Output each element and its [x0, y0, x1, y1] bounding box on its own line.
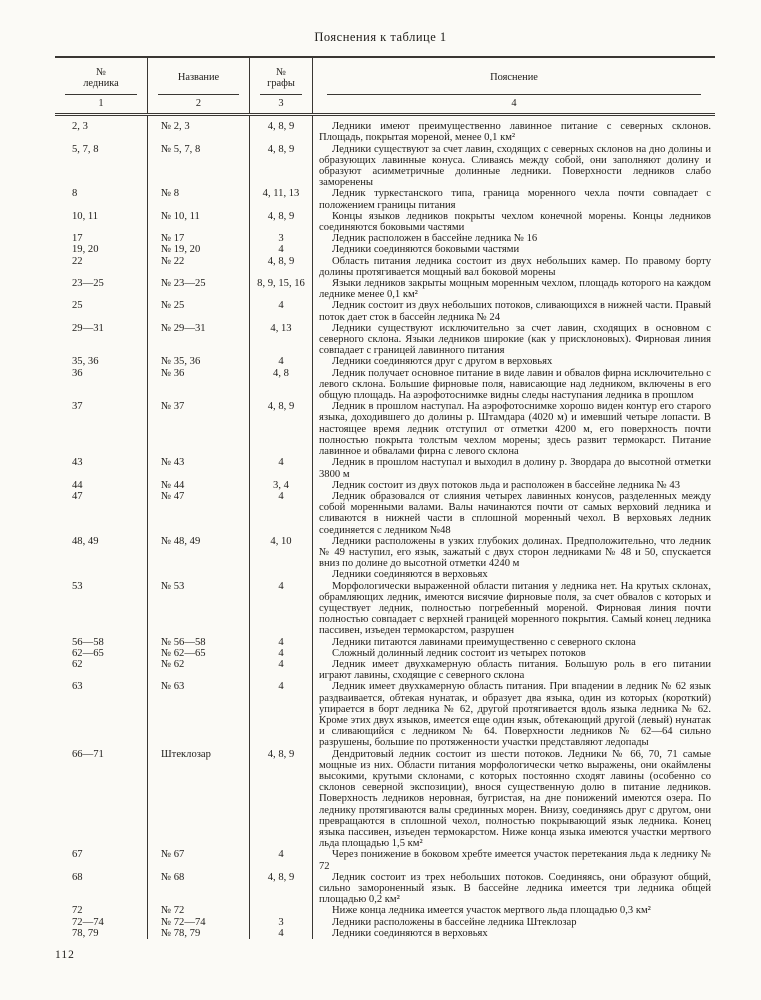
glacier-name-cell: № 23—25 — [148, 278, 250, 300]
explanation-paragraph: Ледник имеет двухкамерную область питания. Большую роль в его питании играют лавины, сходящие с северного склона — [319, 658, 711, 682]
glacier-number-cell: 19, 20 — [55, 244, 148, 255]
glacier-number-cell: 37 — [55, 401, 148, 457]
table-row — [55, 917, 715, 928]
explanation-paragraph: Ледник состоит из двух небольших потоков, сливающихся в нижней части. Правый поток дает сток в бассейн ледника № 24 — [319, 300, 711, 323]
grafy-cell: 4, 8, 9 — [250, 116, 313, 143]
glacier-name-cell: № 17 — [148, 233, 250, 244]
glacier-number-cell: 62 — [55, 659, 148, 681]
explanation-paragraph: Ледники соединяются друг с другом в верховьях — [332, 356, 553, 368]
table-row — [55, 211, 715, 233]
explanation-cell — [313, 917, 715, 928]
grafy-cell: 4, 8 — [250, 368, 313, 402]
explanation-cell — [313, 116, 715, 143]
grafy-cell: 4 — [250, 648, 313, 659]
glacier-number-cell: 48, 49 — [55, 536, 148, 581]
grafy-cell: 4 — [250, 300, 313, 322]
glacier-number-cell: 25 — [55, 300, 148, 322]
header-grafy — [250, 58, 313, 94]
explanation-cell — [313, 211, 715, 233]
glacier-name-cell: № 62—65 — [148, 648, 250, 659]
table-row — [55, 188, 715, 210]
explanation-cell — [313, 356, 715, 367]
grafy-cell: 4 — [250, 928, 313, 939]
glacier-number-cell: 67 — [55, 849, 148, 871]
glacier-name-cell: № 10, 11 — [148, 211, 250, 233]
glacier-name-cell: № 67 — [148, 849, 250, 871]
header-glacier-number — [55, 58, 148, 94]
glacier-name-cell: № 35, 36 — [148, 356, 250, 367]
column-number-4: 4 — [327, 94, 701, 113]
explanation-paragraph: Концы языков ледников покрыты чехлом конечной морены. Концы ледников соединяются боковыми частями — [319, 210, 711, 234]
explanation-paragraph: Ледники соединяются в верховьях — [332, 569, 488, 581]
glacier-name-cell: Штеклозар — [148, 749, 250, 850]
glacier-number-cell: 56—58 — [55, 637, 148, 648]
glacier-number-cell: 72—74 — [55, 917, 148, 928]
explanation-cell — [313, 144, 715, 189]
grafy-cell: 4, 8, 9 — [250, 211, 313, 233]
table-row — [55, 749, 715, 850]
table-row — [55, 300, 715, 322]
glacier-number-cell: 43 — [55, 457, 148, 479]
glacier-name-cell: № 37 — [148, 401, 250, 457]
explanation-cell — [313, 368, 715, 402]
explanation-paragraph: Ледники соединяются в верховьях — [332, 927, 488, 939]
explanation-cell — [313, 681, 715, 748]
table-row — [55, 480, 715, 491]
explanation-cell — [313, 648, 715, 659]
table-row — [55, 681, 715, 748]
explanation-paragraph: Ледники имеют преимущественно лавинное питание с северных склонов. Площадь, покрытая мореной, менее 0,1 км² — [319, 121, 711, 144]
glacier-number-cell: 10, 11 — [55, 211, 148, 233]
grafy-cell: 8, 9, 15, 16 — [250, 278, 313, 300]
table-row — [55, 637, 715, 648]
glacier-number-cell: 53 — [55, 581, 148, 637]
grafy-cell: 4, 8, 9 — [250, 256, 313, 278]
header-explanation — [313, 58, 715, 94]
grafy-cell: 4, 13 — [250, 323, 313, 357]
explanation-cell — [313, 928, 715, 939]
grafy-cell: 4, 8, 9 — [250, 144, 313, 189]
glacier-number-cell: 63 — [55, 681, 148, 748]
table-row — [55, 457, 715, 479]
glacier-name-cell: № 48, 49 — [148, 536, 250, 581]
glacier-name-cell: № 29—31 — [148, 323, 250, 357]
glacier-name-cell: № 47 — [148, 491, 250, 536]
explanation-cell — [313, 905, 715, 916]
glacier-number-cell: 8 — [55, 188, 148, 210]
glacier-name-cell: № 72 — [148, 905, 250, 916]
explanation-paragraph: Ледник в прошлом наступал. На аэрофотоснимке хорошо виден контур его старого языка, доходившего до долины р. Штамдара (4020 м) и имевший четыре лопасти. В настоящее время ледник отступил от отметки 4200 м, его поверхность почти полностью покрыта толстым чехлом морены; здесь развит термокарст. Питание лавинное и обвалами фирна с левого склона — [319, 401, 711, 458]
grafy-cell: 4 — [250, 659, 313, 681]
explanation-cell — [313, 323, 715, 357]
glacier-name-cell: № 62 — [148, 659, 250, 681]
glacier-number-cell: 2, 3 — [55, 116, 148, 143]
table-row — [55, 256, 715, 278]
header-name — [148, 58, 250, 94]
explanation-paragraph: Сложный долинный ледник состоит из четырех потоков — [332, 647, 586, 659]
explanation-cell — [313, 536, 715, 581]
table-row — [55, 116, 715, 143]
grafy-cell: 3 — [250, 233, 313, 244]
explanation-paragraph: Ледники расположены в бассейне ледника Штеклозар — [332, 916, 577, 928]
glacier-name-cell: № 2, 3 — [148, 116, 250, 143]
column-number-3: 3 — [260, 94, 302, 113]
glacier-number-cell: 66—71 — [55, 749, 148, 850]
explanation-paragraph: Ледники соединяются боковыми частями — [332, 244, 520, 256]
column-number-1: 1 — [65, 94, 137, 113]
explanation-paragraph: Ниже конца ледника имеется участок мертвого льда площадью 0,3 км² — [332, 905, 651, 917]
explanation-paragraph: Ледник туркестанского типа, граница моренного чехла почти совпадает с положением границы питания — [319, 188, 711, 211]
explanation-cell — [313, 659, 715, 681]
glacier-number-cell: 62—65 — [55, 648, 148, 659]
grafy-cell — [250, 905, 313, 916]
explanation-cell — [313, 233, 715, 244]
glacier-number-cell: 36 — [55, 368, 148, 402]
glacier-name-cell: № 53 — [148, 581, 250, 637]
grafy-cell: 4 — [250, 457, 313, 479]
table-body — [55, 116, 715, 939]
explanation-paragraph: Ледники расположены в узких глубоких долинах. Предположительно, что ледник № 49 наступил, его язык, зажатый с двух сторон ледниками № 48 и 50, спускается вниз по долине до высотной отметки 4240 м — [319, 535, 711, 570]
glacier-name-cell: № 36 — [148, 368, 250, 402]
table-row — [55, 278, 715, 300]
glacier-number-cell: 68 — [55, 872, 148, 906]
header-name-label: Название — [177, 72, 220, 84]
explanation-cell — [313, 401, 715, 457]
header-explanation-label: Пояснение — [490, 72, 538, 84]
explanation-cell — [313, 872, 715, 906]
table-row — [55, 491, 715, 536]
glacier-name-cell: № 19, 20 — [148, 244, 250, 255]
explanation-cell — [313, 480, 715, 491]
glacier-number-cell: 23—25 — [55, 278, 148, 300]
glacier-name-cell: № 5, 7, 8 — [148, 144, 250, 189]
glacier-name-cell: № 8 — [148, 188, 250, 210]
explanation-paragraph: Ледники существуют за счет лавин, сходящих с северных склонов на дно долины и образующих лавинные конуса. Сливаясь между собой, они заполняют долину и образуют асимметричные долинные ледники. Поверхности ледников слабо заморенены — [319, 143, 711, 189]
grafy-cell: 4 — [250, 491, 313, 536]
table-row — [55, 659, 715, 681]
table-row — [55, 233, 715, 244]
explanation-paragraph: Морфологически выраженной области питания у ледника нет. На крутых склонах, обрамляющих ледник, имеются висячие фирновые поля, за счет обвалов с которых и существует ледник, полностью погребенный мореной. Фирновая линия почти полностью совпадает с верхней границей моренного покрытия. Самый конец ледника пассивен, изъеден термокарстом, разрушен — [319, 580, 711, 637]
glacier-name-cell: № 68 — [148, 872, 250, 906]
explanation-cell — [313, 491, 715, 536]
header-glacier-number-line1: № — [96, 66, 106, 78]
glacier-name-cell: № 43 — [148, 457, 250, 479]
explanation-cell — [313, 244, 715, 255]
explanation-cell — [313, 457, 715, 479]
table-row — [55, 872, 715, 906]
explanation-paragraph: Языки ледников закрыты мощным моренным чехлом, площадь которого на каждом леднике менее 0,1 км² — [319, 278, 711, 301]
explanation-cell — [313, 256, 715, 278]
explanation-paragraph: Ледник состоит из двух потоков льда и расположен в бассейне ледника № 43 — [332, 479, 680, 491]
explanation-cell — [313, 849, 715, 871]
grafy-cell: 4 — [250, 356, 313, 367]
grafy-cell: 4, 8, 9 — [250, 401, 313, 457]
table-row — [55, 928, 715, 939]
glacier-number-cell: 72 — [55, 905, 148, 916]
table-row — [55, 536, 715, 581]
explanation-paragraph: Ледник в прошлом наступал и выходил в долину р. Звордара до высотной отметки 3800 м — [319, 457, 711, 480]
explanation-paragraph: Ледники питаются лавинами преимущественно с северного склона — [332, 636, 636, 648]
explanation-paragraph: Ледник образовался от слияния четырех лавинных конусов, разделенных между собой моренными валами. Валы начинаются почти от самых верховий ледника и сливаются в нижней части в сплошной моренный чехол. В верховьях ледник соединяется с ледником №48 — [319, 490, 711, 536]
table-row — [55, 356, 715, 367]
glacier-number-cell: 35, 36 — [55, 356, 148, 367]
explanation-cell — [313, 637, 715, 648]
explanation-paragraph: Дендритовый ледник состоит из шести потоков. Ледники № 66, 70, 71 самые мощные из них. Области питания морфологически четко выражены, они окаймлены высокими, крутыми склонами, с которых постоянно сходят лавины (особенно со склонов северной экспозиции), внося существенную долю в питание ледников. Поверхность ледников неровная, бугристая, на дне понижений имеются озера. По леднику протягиваются валы срединных морен. Внизу, соединяясь друг с другом, они превращаются в сплошной чехол, полностью покрывающий язык ледника. Конец языка пассивен, изъеден термокарстом. Ниже конца языка имеются участки мертвого льда площадью 1,5 км² — [319, 748, 711, 850]
explanation-cell — [313, 749, 715, 850]
page-title: Пояснения к таблице 1 — [314, 30, 447, 44]
glacier-name-cell: № 44 — [148, 480, 250, 491]
table-row — [55, 648, 715, 659]
table-row — [55, 905, 715, 916]
explanation-paragraph: Ледники существуют исключительно за счет лавин, сходящих в основном с северного склона. Языки ледников широкие (как у присклоновых). Фирновая линия совпадает с границей лавинного питания — [319, 322, 711, 357]
table-row — [55, 368, 715, 402]
table-header — [55, 58, 715, 116]
grafy-cell: 4 — [250, 681, 313, 748]
glacier-name-cell: № 72—74 — [148, 917, 250, 928]
header-grafy-line1: № — [276, 66, 286, 78]
grafy-cell: 4 — [250, 581, 313, 637]
explanation-paragraph: Через понижение в боковом хребте имеется участок перетекания льда к леднику № 72 — [319, 849, 711, 872]
table-row — [55, 244, 715, 255]
column-number-2: 2 — [158, 94, 239, 113]
grafy-cell: 3, 4 — [250, 480, 313, 491]
glacier-number-cell: 22 — [55, 256, 148, 278]
table-row — [55, 323, 715, 357]
page-number: 112 — [55, 949, 75, 961]
grafy-cell: 4 — [250, 244, 313, 255]
explanation-paragraph: Ледник расположен в бассейне ледника № 16 — [332, 233, 538, 245]
glacier-number-cell: 47 — [55, 491, 148, 536]
glacier-name-cell: № 56—58 — [148, 637, 250, 648]
glacier-number-cell: 44 — [55, 480, 148, 491]
glacier-number-cell: 5, 7, 8 — [55, 144, 148, 189]
explanation-paragraph: Ледник состоит из трех небольших потоков. Соединяясь, они образуют общий, сильно замороненный язык. В бассейне ледника имеется три ледника общей площадью 0,2 км² — [319, 871, 711, 906]
glacier-name-cell: № 25 — [148, 300, 250, 322]
glacier-name-cell: № 63 — [148, 681, 250, 748]
glacier-number-cell: 78, 79 — [55, 928, 148, 939]
explanation-cell — [313, 300, 715, 322]
explanation-cell — [313, 188, 715, 210]
glacier-number-cell: 17 — [55, 233, 148, 244]
explanation-paragraph: Ледник получает основное питание в виде лавин и обвалов фирна исключительно с левого склона. Большие фирновые поля, нависающие над ледником, включены в его общую площадь. На аэрофотоснимке видны следы наступания ледника в прошлом — [319, 367, 711, 402]
explanation-cell — [313, 278, 715, 300]
table-row — [55, 401, 715, 457]
header-numbers-row — [55, 94, 715, 113]
grafy-cell: 4, 8, 9 — [250, 872, 313, 906]
grafy-cell: 4, 11, 13 — [250, 188, 313, 210]
grafy-cell: 4, 8, 9 — [250, 749, 313, 850]
header-labels-row — [55, 58, 715, 94]
explanation-paragraph: Ледник имеет двухкамерную область питания. При впадении в ледник № 62 язык раздваивается, обтекая нунатак, и образует два языка, один из которых (короткий) упирается в борт ледника № 62, другой протягивается вдоль языка ледника № 62. Кроме этих двух языков, имеется еще один язык, обтекающий другой (левый) нунатак и сливающийся с ледником № 64. Поверхности ледников № 62—64 сильно разрушены, большие по протяженности участки представляют ледопады — [319, 681, 711, 749]
glacier-number-cell: 29—31 — [55, 323, 148, 357]
table-row — [55, 849, 715, 871]
grafy-cell: 4 — [250, 849, 313, 871]
table-row — [55, 581, 715, 637]
grafy-cell: 4, 10 — [250, 536, 313, 581]
header-glacier-number-line2: ледника — [83, 78, 119, 89]
table-row — [55, 144, 715, 189]
grafy-cell: 4 — [250, 637, 313, 648]
glacier-name-cell: № 22 — [148, 256, 250, 278]
explanation-cell — [313, 581, 715, 637]
header-grafy-line2: графы — [267, 78, 295, 89]
explanations-table — [55, 56, 715, 939]
glacier-name-cell: № 78, 79 — [148, 928, 250, 939]
grafy-cell: 3 — [250, 917, 313, 928]
explanation-paragraph: Область питания ледника состоит из двух небольших камер. По правому борту долины протягивается мощный вал боковой морены — [319, 255, 711, 278]
